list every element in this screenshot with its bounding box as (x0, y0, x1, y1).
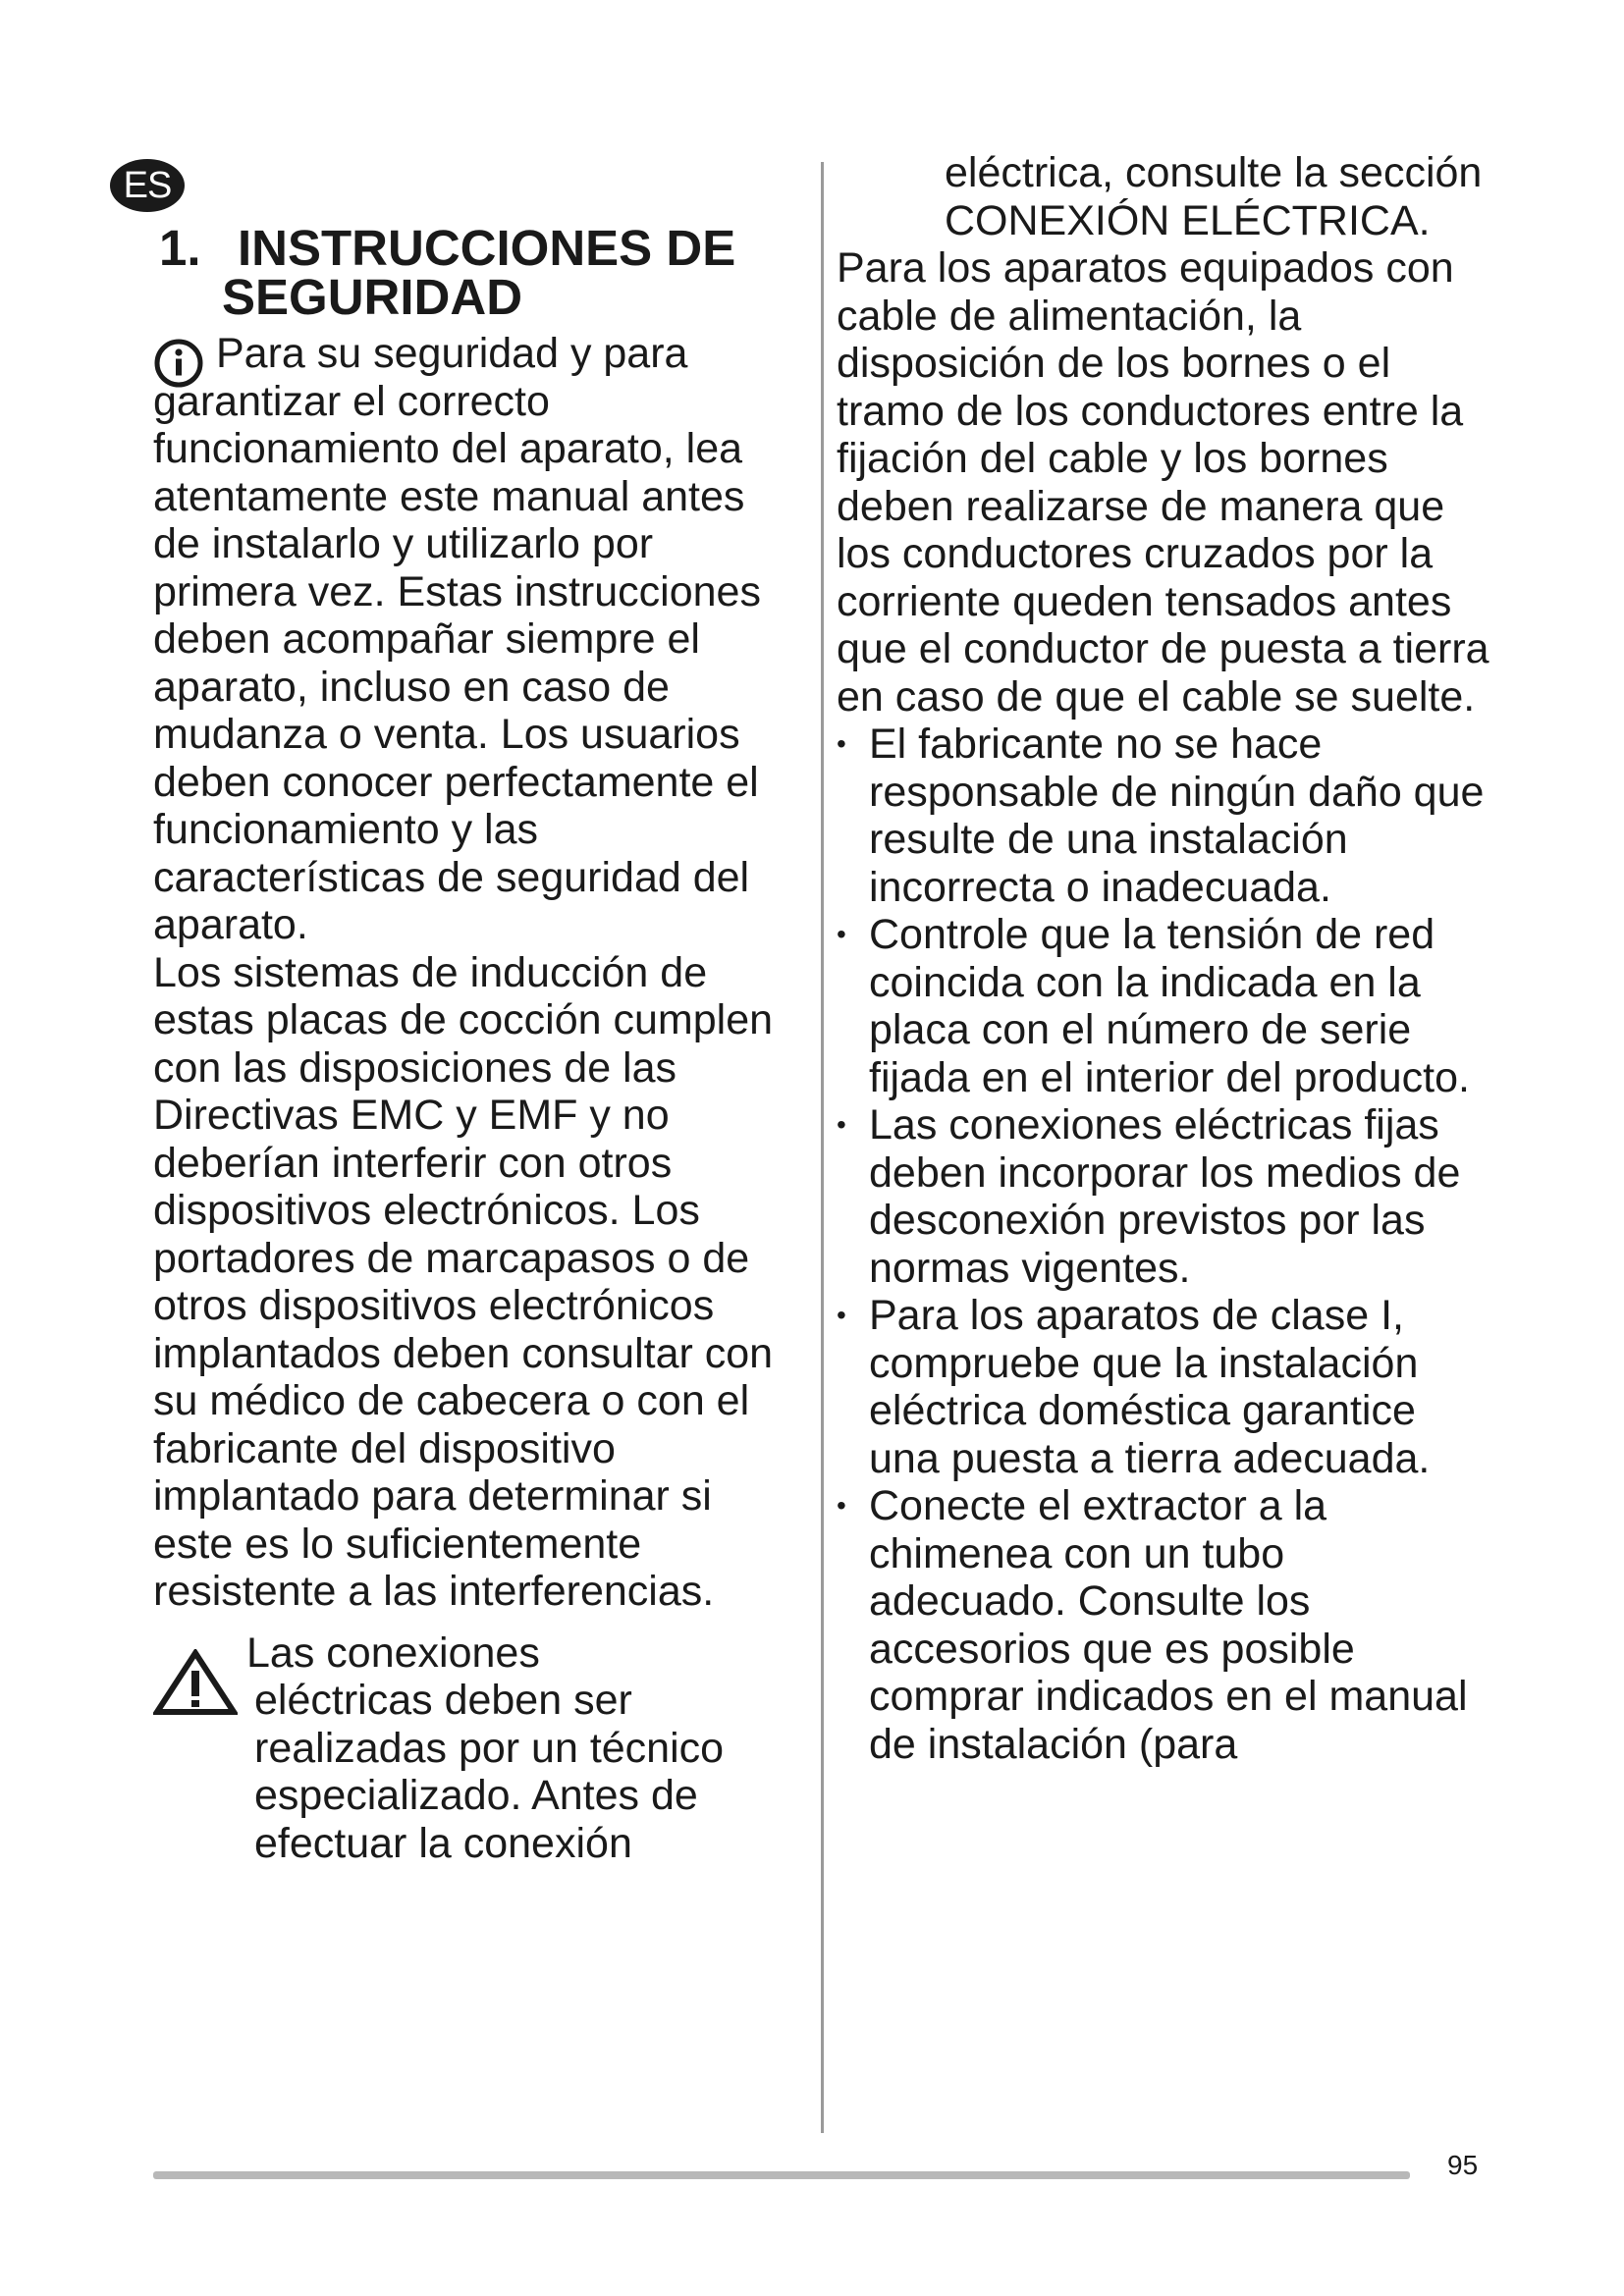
cable-paragraph: Para los aparatos equipados con cable de alimentación, la disposición de los bornes o el tramo de los conductores entre la fijación del cable y los bornes deben realizarse de manera que los conductores cruzados por la corriente queden tensados antes que el conductor de puesta a tierra en caso de que el cable se suelte. (837, 244, 1489, 721)
intro-text: Para su seguridad y para garantizar el correcto funcionamiento del aparato, lea atentamente este manual antes de instalarlo y utilizarlo por primera vez. Estas instrucciones deben acompañar siempre el aparato, incluso en caso de mudanza o venta. Los usuarios deben conocer perfectamente el funcionamiento y las características de seguridad del aparato. (153, 330, 761, 948)
bullet-icon: • (837, 1300, 846, 1330)
bullet-icon: • (837, 1490, 846, 1521)
list-item (837, 721, 1489, 911)
list-item-text: Controle que la tensión de red coincida con la indicada en la placa con el número de serie fijada en el interior del producto. (869, 911, 1470, 1101)
list-item-text: Las conexiones eléctricas fijas deben incorporar los medios de desconexión previstos por las normas vigentes. (869, 1101, 1461, 1292)
bullet-icon: • (837, 728, 846, 759)
heading-line-2: SEGURIDAD (222, 269, 523, 325)
list-item (837, 911, 1489, 1101)
list-item (837, 1292, 1489, 1482)
list-item (837, 1101, 1489, 1292)
left-column (153, 330, 791, 1867)
warning-first-line: Las conexiones (246, 1629, 540, 1677)
info-icon (153, 338, 204, 400)
bullet-list (837, 721, 1489, 1768)
list-item-text: Para los aparatos de clase I, compruebe que la instalación eléctrica doméstica garantice una puesta a tierra adecuada. (869, 1292, 1431, 1482)
bullet-icon: • (837, 1109, 846, 1140)
language-badge: ES (110, 159, 185, 212)
intro-paragraph (153, 330, 791, 949)
warning-triangle-icon (153, 1649, 238, 1727)
right-column (837, 149, 1489, 1768)
footer-bar (153, 2171, 1410, 2179)
warning-text: eléctricas deben ser realizadas por un técnico especializado. Antes de efectuar la conexión (254, 1677, 725, 1867)
bullet-icon: • (837, 919, 846, 949)
page-number: 95 (1447, 2150, 1479, 2180)
heading-number: 1. (159, 220, 201, 276)
list-item-text: Conecte el extractor a la chimenea con un tubo adecuado. Consulte los accesorios que es posible comprar indicados en el manual de instalación (para (869, 1482, 1468, 1768)
column-divider (821, 162, 824, 2133)
continuation-text: eléctrica, consulte la sección CONEXIÓN ELÉCTRICA. (945, 149, 1483, 244)
warning-note (153, 1629, 791, 1868)
section-heading (159, 220, 736, 325)
list-item-text: El fabricante no se hace responsable de ningún daño que resulte de una instalación incorrecta o inadecuada. (869, 721, 1485, 911)
list-item (837, 1482, 1489, 1768)
emc-paragraph: Los sistemas de inducción de estas placas de cocción cumplen con las disposiciones de las Directivas EMC y EMF y no deberían interferir con otros dispositivos electrónicos. Los portadores de marcapasos o de otros dispositivos electrónicos implantados deben consultar con su médico de cabecera o con el fabricante del dispositivo implantado para determinar si este es lo suficientemente resistente a las interferencias. (153, 948, 774, 1615)
heading-line-1: INSTRUCCIONES DE (238, 220, 736, 276)
